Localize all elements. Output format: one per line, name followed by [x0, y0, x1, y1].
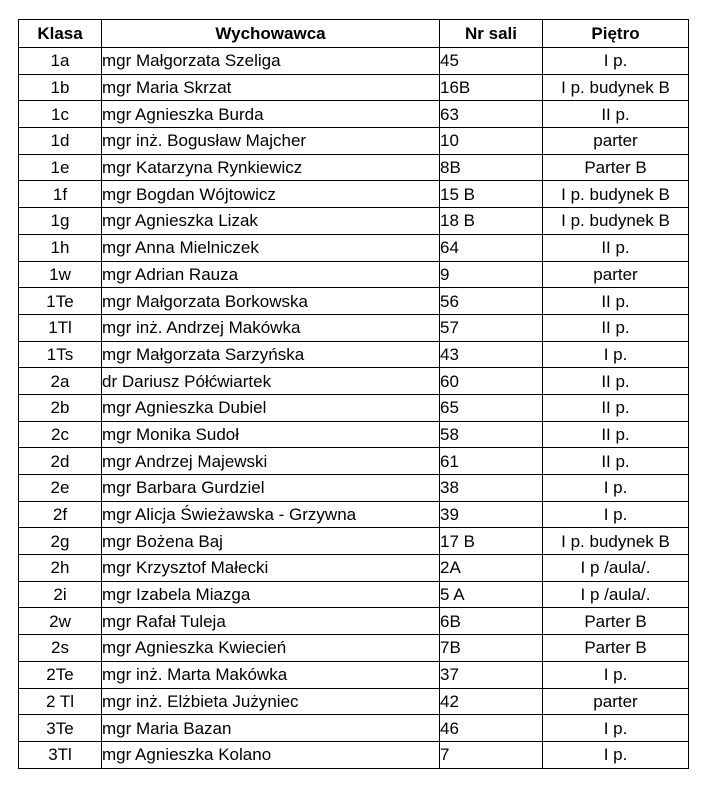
cell-klasa: 1g: [19, 208, 102, 235]
table-row: [19, 394, 689, 421]
cell-nr-sali: 15 B: [440, 181, 543, 208]
table-body: [19, 48, 689, 769]
cell-wychowawca: mgr Bogdan Wójtowicz: [102, 181, 440, 208]
cell-pietro: II p.: [543, 394, 689, 421]
table-row: [19, 288, 689, 315]
table-row: [19, 475, 689, 502]
cell-pietro: II p.: [543, 288, 689, 315]
table-row: [19, 555, 689, 582]
cell-wychowawca: mgr Bożena Baj: [102, 528, 440, 555]
cell-klasa: 2w: [19, 608, 102, 635]
header-row: [19, 20, 689, 48]
cell-wychowawca: mgr Izabela Miazga: [102, 581, 440, 608]
cell-pietro: I p.: [543, 715, 689, 742]
cell-pietro: II p.: [543, 448, 689, 475]
table-row: [19, 688, 689, 715]
cell-klasa: 1w: [19, 261, 102, 288]
cell-pietro: I p.: [543, 48, 689, 75]
cell-pietro: I p. budynek B: [543, 181, 689, 208]
cell-wychowawca: mgr Agnieszka Lizak: [102, 208, 440, 235]
cell-wychowawca: mgr Agnieszka Burda: [102, 101, 440, 128]
cell-klasa: 2Te: [19, 661, 102, 688]
cell-wychowawca: mgr Andrzej Majewski: [102, 448, 440, 475]
cell-wychowawca: mgr inż. Andrzej Makówka: [102, 314, 440, 341]
cell-wychowawca: mgr Rafał Tuleja: [102, 608, 440, 635]
class-teacher-table: [18, 19, 689, 769]
cell-pietro: Parter B: [543, 608, 689, 635]
cell-pietro: I p. budynek B: [543, 74, 689, 101]
cell-nr-sali: 43: [440, 341, 543, 368]
table-row: [19, 341, 689, 368]
cell-pietro: Parter B: [543, 635, 689, 662]
table-row: [19, 715, 689, 742]
cell-pietro: II p.: [543, 421, 689, 448]
header-pietro: Piętro: [543, 20, 689, 48]
cell-nr-sali: 58: [440, 421, 543, 448]
table-row: [19, 314, 689, 341]
cell-nr-sali: 17 B: [440, 528, 543, 555]
cell-nr-sali: 2A: [440, 555, 543, 582]
cell-wychowawca: mgr Małgorzata Sarzyńska: [102, 341, 440, 368]
cell-pietro: parter: [543, 688, 689, 715]
cell-nr-sali: 5 A: [440, 581, 543, 608]
header-nr-sali: Nr sali: [440, 20, 543, 48]
cell-wychowawca: mgr inż. Marta Makówka: [102, 661, 440, 688]
cell-wychowawca: mgr inż. Elżbieta Jużyniec: [102, 688, 440, 715]
cell-nr-sali: 42: [440, 688, 543, 715]
table-row: [19, 368, 689, 395]
header-klasa: Klasa: [19, 20, 102, 48]
cell-nr-sali: 45: [440, 48, 543, 75]
cell-klasa: 2b: [19, 394, 102, 421]
cell-klasa: 2i: [19, 581, 102, 608]
cell-wychowawca: mgr inż. Bogusław Majcher: [102, 128, 440, 155]
table-header: [19, 20, 689, 48]
cell-wychowawca: mgr Anna Mielniczek: [102, 234, 440, 261]
cell-nr-sali: 37: [440, 661, 543, 688]
cell-wychowawca: mgr Maria Bazan: [102, 715, 440, 742]
table-row: [19, 101, 689, 128]
cell-wychowawca: mgr Barbara Gurdziel: [102, 475, 440, 502]
cell-nr-sali: 56: [440, 288, 543, 315]
cell-nr-sali: 7B: [440, 635, 543, 662]
cell-pietro: I p.: [543, 741, 689, 768]
cell-klasa: 1a: [19, 48, 102, 75]
table-row: [19, 661, 689, 688]
cell-pietro: I p.: [543, 501, 689, 528]
cell-wychowawca: mgr Krzysztof Małecki: [102, 555, 440, 582]
cell-pietro: I p.: [543, 661, 689, 688]
cell-nr-sali: 60: [440, 368, 543, 395]
cell-klasa: 1Ts: [19, 341, 102, 368]
cell-nr-sali: 63: [440, 101, 543, 128]
table-row: [19, 608, 689, 635]
table-row: [19, 528, 689, 555]
cell-nr-sali: 64: [440, 234, 543, 261]
cell-klasa: 1Tl: [19, 314, 102, 341]
table-row: [19, 581, 689, 608]
cell-klasa: 3Tl: [19, 741, 102, 768]
cell-nr-sali: 65: [440, 394, 543, 421]
table-row: [19, 154, 689, 181]
cell-klasa: 1f: [19, 181, 102, 208]
cell-klasa: 2c: [19, 421, 102, 448]
cell-nr-sali: 10: [440, 128, 543, 155]
cell-pietro: parter: [543, 261, 689, 288]
cell-wychowawca: dr Dariusz Półćwiartek: [102, 368, 440, 395]
cell-klasa: 1e: [19, 154, 102, 181]
cell-pietro: II p.: [543, 314, 689, 341]
cell-klasa: 1d: [19, 128, 102, 155]
table-row: [19, 741, 689, 768]
cell-nr-sali: 9: [440, 261, 543, 288]
cell-pietro: Parter B: [543, 154, 689, 181]
cell-wychowawca: mgr Adrian Rauza: [102, 261, 440, 288]
cell-klasa: 1b: [19, 74, 102, 101]
cell-wychowawca: mgr Katarzyna Rynkiewicz: [102, 154, 440, 181]
cell-wychowawca: mgr Agnieszka Kwiecień: [102, 635, 440, 662]
cell-klasa: 3Te: [19, 715, 102, 742]
table-row: [19, 74, 689, 101]
cell-pietro: I p /aula/.: [543, 581, 689, 608]
cell-klasa: 1h: [19, 234, 102, 261]
cell-nr-sali: 18 B: [440, 208, 543, 235]
cell-nr-sali: 16B: [440, 74, 543, 101]
table-row: [19, 128, 689, 155]
header-wychowawca: Wychowawca: [102, 20, 440, 48]
table-row: [19, 448, 689, 475]
cell-pietro: parter: [543, 128, 689, 155]
table-row: [19, 421, 689, 448]
cell-klasa: 2s: [19, 635, 102, 662]
cell-klasa: 2 Tl: [19, 688, 102, 715]
cell-klasa: 2g: [19, 528, 102, 555]
cell-klasa: 1Te: [19, 288, 102, 315]
table-row: [19, 181, 689, 208]
cell-nr-sali: 57: [440, 314, 543, 341]
cell-klasa: 2e: [19, 475, 102, 502]
cell-klasa: 1c: [19, 101, 102, 128]
cell-nr-sali: 46: [440, 715, 543, 742]
cell-nr-sali: 6B: [440, 608, 543, 635]
cell-nr-sali: 8B: [440, 154, 543, 181]
cell-wychowawca: mgr Agnieszka Dubiel: [102, 394, 440, 421]
table-row: [19, 261, 689, 288]
table-row: [19, 48, 689, 75]
cell-klasa: 2h: [19, 555, 102, 582]
cell-wychowawca: mgr Monika Sudoł: [102, 421, 440, 448]
cell-wychowawca: mgr Małgorzata Szeliga: [102, 48, 440, 75]
cell-pietro: II p.: [543, 101, 689, 128]
cell-nr-sali: 38: [440, 475, 543, 502]
cell-pietro: II p.: [543, 368, 689, 395]
cell-pietro: II p.: [543, 234, 689, 261]
cell-wychowawca: mgr Agnieszka Kolano: [102, 741, 440, 768]
table-row: [19, 635, 689, 662]
cell-pietro: I p. budynek B: [543, 208, 689, 235]
cell-nr-sali: 7: [440, 741, 543, 768]
cell-klasa: 2d: [19, 448, 102, 475]
cell-klasa: 2a: [19, 368, 102, 395]
cell-wychowawca: mgr Małgorzata Borkowska: [102, 288, 440, 315]
cell-nr-sali: 39: [440, 501, 543, 528]
cell-nr-sali: 61: [440, 448, 543, 475]
cell-pietro: I p /aula/.: [543, 555, 689, 582]
cell-klasa: 2f: [19, 501, 102, 528]
table-row: [19, 234, 689, 261]
table-row: [19, 208, 689, 235]
cell-pietro: I p.: [543, 341, 689, 368]
cell-wychowawca: mgr Alicja Świeżawska - Grzywna: [102, 501, 440, 528]
cell-pietro: I p.: [543, 475, 689, 502]
cell-wychowawca: mgr Maria Skrzat: [102, 74, 440, 101]
cell-pietro: I p. budynek B: [543, 528, 689, 555]
table-row: [19, 501, 689, 528]
